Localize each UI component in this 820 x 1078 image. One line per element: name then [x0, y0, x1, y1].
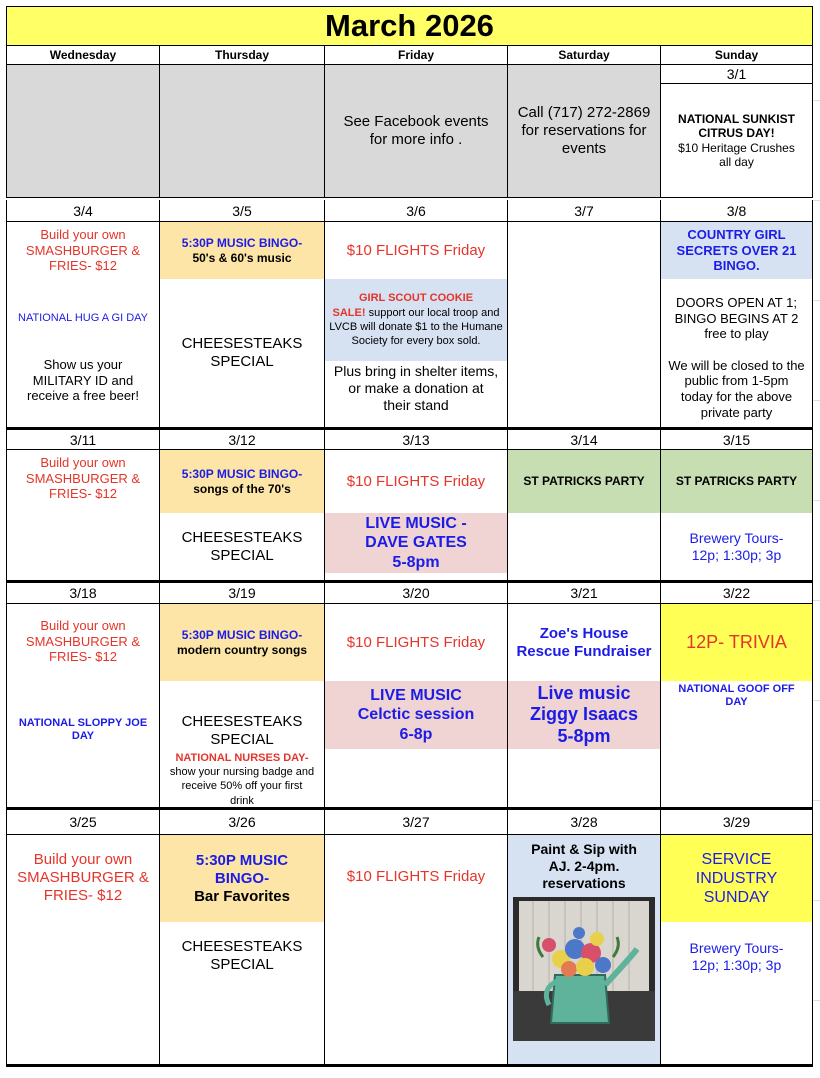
date-3-5	[160, 200, 325, 222]
week0-sunday-event	[661, 84, 813, 198]
flights-friday: $10 FLIGHTS Friday	[346, 241, 486, 259]
bingo-theme: modern country songs	[176, 642, 307, 657]
gridline	[813, 100, 820, 101]
date-3-19	[160, 583, 325, 604]
header-label: Saturday	[558, 48, 610, 62]
date-label: 3/8	[726, 202, 747, 219]
gridline	[813, 1000, 820, 1001]
date-3-13	[325, 430, 508, 450]
calendar-title	[6, 6, 813, 46]
gridline	[813, 700, 820, 701]
date-3-8	[661, 200, 813, 222]
paint-and-sip: Paint & Sip with AJ. 2-4pm. reservations	[531, 841, 637, 891]
date-3-11	[6, 430, 160, 450]
date-label: 3/21	[570, 585, 598, 601]
week3-saturday-live-music	[508, 681, 661, 749]
week1-sunday-info	[661, 279, 813, 428]
week4-saturday	[508, 835, 661, 1065]
date-label: 3/12	[228, 431, 256, 448]
st-patricks-party: ST PATRICKS PARTY	[675, 474, 798, 489]
cheesesteaks-special: CHEESESTEAKS SPECIAL	[181, 938, 303, 973]
nurses-day-details: show your nursing badge and receive 50% off your first drink	[169, 766, 315, 807]
flights-friday: $10 FLIGHTS Friday	[346, 633, 486, 651]
facebook-events-note: See Facebook events for more info .	[343, 113, 489, 148]
live-music-ziggy-isaacs: Live music Ziggy Isaacs 5-8pm	[529, 682, 639, 746]
header-thursday	[160, 46, 325, 65]
week3-sunday-goof-off	[661, 681, 813, 808]
week1-friday-cookie-sale	[325, 279, 508, 361]
shelter-items-note: Plus bring in shelter items, or make a donation at their stand	[333, 363, 499, 413]
sunkist-day-title: NATIONAL SUNKIST CITRUS DAY!	[678, 111, 795, 141]
week4-friday	[325, 835, 508, 1065]
month-title-text: March 2026	[325, 8, 494, 43]
week1-thursday-special	[160, 279, 325, 428]
header-friday	[325, 46, 508, 65]
cheesesteaks-special: CHEESESTEAKS SPECIAL	[181, 528, 303, 564]
date-3-1	[661, 65, 813, 84]
brewery-tours: Brewery Tours- 12p; 1:30p; 3p	[689, 529, 784, 563]
week4-thursday-bingo	[160, 835, 325, 922]
week2-friday-live-music	[325, 513, 508, 573]
painting-svg	[513, 897, 655, 1041]
week2-friday-flights	[325, 450, 508, 513]
week1-sunday-bingo	[661, 222, 813, 279]
date-3-22	[661, 583, 813, 604]
week0-wednesday	[6, 65, 160, 198]
date-label: 3/19	[228, 585, 256, 601]
music-bingo-time: 5:30P MUSIC BINGO-	[181, 236, 303, 251]
week3-saturday-filler	[508, 749, 661, 808]
bingo-doors-info: DOORS OPEN AT 1; BINGO BEGINS AT 2 free to play	[674, 295, 799, 342]
week1-thursday-bingo	[160, 222, 325, 279]
zoes-house-fundraiser: Zoe's House Rescue Fundraiser	[516, 624, 652, 660]
week4-sunday-service	[661, 835, 813, 922]
week1-friday-flights	[325, 222, 508, 279]
date-3-28	[508, 810, 661, 835]
date-label: 3/1	[726, 66, 747, 82]
week0-friday	[325, 65, 508, 198]
week1-friday-shelter	[325, 361, 508, 428]
live-music-dave-gates: LIVE MUSIC - DAVE GATES 5-8pm	[365, 515, 467, 571]
date-label: 3/20	[402, 585, 430, 601]
goof-off-day: NATIONAL GOOF OFF DAY	[678, 683, 795, 709]
date-3-29	[661, 810, 813, 835]
date-label: 3/15	[722, 431, 751, 448]
week3-friday-filler	[325, 749, 508, 808]
week1-saturday	[508, 222, 661, 428]
date-label: 3/11	[69, 431, 97, 448]
date-3-7	[508, 200, 661, 222]
date-3-15	[661, 430, 813, 450]
gridline	[813, 400, 820, 401]
header-sunday	[661, 46, 813, 65]
gridline	[813, 200, 820, 201]
header-label: Friday	[397, 48, 434, 62]
date-label: 3/28	[570, 814, 598, 830]
live-music-celtic: LIVE MUSIC Celctic session 6-8p	[357, 687, 475, 743]
date-label: 3/14	[570, 431, 598, 448]
flights-friday: $10 FLIGHTS Friday	[346, 472, 486, 490]
date-3-6	[325, 200, 508, 222]
date-label: 3/27	[402, 814, 430, 830]
date-3-12	[160, 430, 325, 450]
trivia-event: 12P- TRIVIA	[686, 631, 787, 652]
cookie-sale-title: GIRL SCOUT COOKIE	[358, 292, 474, 305]
week2-sunday-tours	[661, 513, 813, 581]
header-wednesday	[6, 46, 160, 65]
gridline	[813, 800, 820, 801]
date-3-21	[508, 583, 661, 604]
week3-friday-flights	[325, 604, 508, 681]
header-label: Sunday	[714, 48, 759, 62]
smashburger-special: Build your own SMASHBURGER & FRIES- $12	[25, 227, 141, 274]
smashburger-special: Build your own SMASHBURGER & FRIES- $12	[25, 618, 141, 665]
gridline	[813, 500, 820, 501]
week3-saturday-fundraiser	[508, 604, 661, 681]
country-girl-bingo: COUNTRY GIRL SECRETS OVER 21 BINGO.	[676, 227, 797, 274]
smashburger-special: Build your own SMASHBURGER & FRIES- $12	[25, 455, 141, 502]
date-label: 3/6	[406, 202, 426, 219]
watering-can-painting-image	[513, 897, 655, 1041]
week3-sunday-trivia	[661, 604, 813, 681]
closed-private-party: We will be closed to the public from 1-5pm today for the above private party	[668, 357, 805, 420]
date-label: 3/26	[228, 814, 256, 830]
sloppy-joe-day: NATIONAL SLOPPY JOE DAY	[18, 716, 148, 742]
week2-sunday-party	[661, 450, 813, 513]
week2-thursday-bingo	[160, 450, 325, 513]
st-patricks-party: ST PATRICKS PARTY	[523, 474, 645, 489]
week-divider	[6, 1065, 813, 1067]
date-3-25	[6, 810, 160, 835]
week3-thursday-bingo	[160, 604, 325, 681]
nurses-day-title: NATIONAL NURSES DAY-	[175, 752, 309, 764]
week0-saturday	[508, 65, 661, 198]
heritage-crushes-note: $10 Heritage Crushes all day	[678, 140, 795, 169]
date-label: 3/18	[69, 585, 97, 601]
date-3-27	[325, 810, 508, 835]
week2-saturday-party	[508, 450, 661, 513]
date-3-14	[508, 430, 661, 450]
week4-thursday-special	[160, 922, 325, 1065]
header-label: Wednesday	[49, 48, 117, 62]
week3-wednesday	[6, 604, 160, 808]
week2-friday-filler	[325, 573, 508, 581]
bingo-theme: 50's & 60's music	[192, 250, 292, 265]
bingo-theme: songs of the 70's	[193, 481, 291, 496]
header-saturday	[508, 46, 661, 65]
date-label: 3/13	[402, 431, 430, 448]
music-bingo-time: 5:30P MUSIC BINGO-	[181, 628, 303, 643]
date-label: 3/22	[722, 585, 751, 601]
gridline	[813, 300, 820, 301]
week2-thursday-special	[160, 513, 325, 581]
cookie-sale-label: SALE!	[332, 306, 366, 319]
date-3-20	[325, 583, 508, 604]
header-label: Thursday	[214, 48, 269, 62]
cheesesteaks-special: CHEESESTEAKS SPECIAL	[181, 713, 303, 748]
flights-friday: $10 FLIGHTS Friday	[346, 868, 486, 885]
date-label: 3/7	[574, 202, 594, 219]
brewery-tours: Brewery Tours- 12p; 1:30p; 3p	[689, 940, 784, 973]
week0-thursday	[160, 65, 325, 198]
bingo-theme: Bar Favorites	[194, 887, 290, 905]
service-industry-sunday: SERVICE INDUSTRY SUNDAY	[695, 850, 778, 907]
week2-saturday-empty	[508, 513, 661, 581]
gridline	[813, 900, 820, 901]
date-label: 3/4	[73, 202, 93, 219]
week4-wednesday	[6, 835, 160, 1065]
week3-thursday-special	[160, 681, 325, 808]
date-label: 3/29	[722, 814, 751, 830]
smashburger-special: Build your own SMASHBURGER & FRIES- $12	[17, 851, 149, 904]
military-id-free-beer: Show us your MILITARY ID and receive a free beer!	[26, 356, 139, 404]
date-label: 3/25	[69, 814, 97, 830]
date-3-4	[6, 200, 160, 222]
cheesesteaks-special: CHEESESTEAKS SPECIAL	[181, 335, 303, 370]
reservations-phone-note: Call (717) 272-2869 for reservations for events	[517, 104, 651, 157]
date-3-26	[160, 810, 325, 835]
week4-sunday-tours	[661, 922, 813, 1065]
date-label: 3/5	[232, 202, 252, 219]
week1-wednesday	[6, 222, 160, 428]
cookie-sale-details: support our local troop and LVCB will donate $1 to the Humane Society for every box sold.	[329, 306, 503, 348]
week2-wednesday	[6, 450, 160, 581]
gridline	[813, 600, 820, 601]
week3-friday-live-music	[325, 681, 508, 749]
music-bingo-time: 5:30P MUSIC BINGO-	[195, 851, 289, 887]
date-3-18	[6, 583, 160, 604]
hug-a-gi-day: NATIONAL HUG A GI DAY	[18, 311, 148, 324]
music-bingo-time: 5:30P MUSIC BINGO-	[181, 467, 303, 482]
